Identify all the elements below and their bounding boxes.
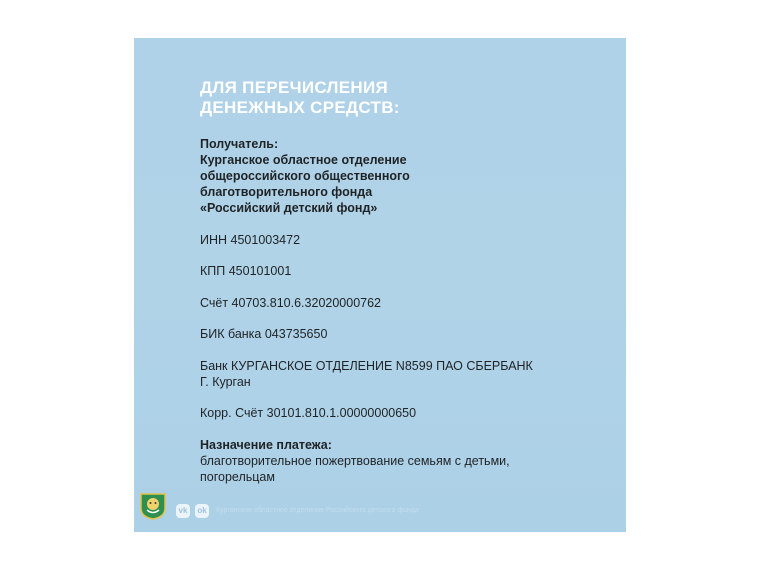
bik-row [200, 326, 610, 342]
corr-account-row [200, 405, 610, 421]
bank-city: Г. Курган [200, 374, 251, 389]
recipient-block [200, 136, 610, 216]
recipient-name-line: общероссийского общественного [200, 169, 410, 183]
account-value: Счёт 40703.810.6.32020000762 [200, 295, 382, 310]
recipient-name-line: «Российский детский фонд» [200, 201, 378, 215]
payment-details [200, 136, 610, 485]
recipient-label: Получатель: [200, 137, 279, 151]
odnoklassniki-icon[interactable]: ok [195, 504, 209, 518]
title-line-1: ДЛЯ ПЕРЕЧИСЛЕНИЯ [200, 78, 389, 97]
fund-logo-icon [138, 490, 168, 520]
page-title [200, 78, 600, 118]
vk-icon[interactable]: vk [176, 504, 190, 518]
bik-value: БИК банка 043735650 [200, 327, 328, 341]
info-card [134, 38, 626, 532]
title-line-2: ДЕНЕЖНЫХ СРЕДСТВ: [200, 98, 400, 117]
kpp-row [200, 263, 610, 279]
inn-row [200, 232, 610, 248]
corr-account-value: Корр. Счёт 30101.810.1.00000000650 [200, 406, 417, 420]
footer-caption: Курганское областное отделение Российского детского фонда [216, 507, 419, 514]
account-row [200, 295, 610, 311]
purpose-line: погорельцам [200, 469, 275, 484]
bank-row [200, 358, 610, 390]
purpose-block [200, 437, 610, 485]
recipient-name-line: Курганское областное отделение [200, 153, 407, 167]
purpose-label: Назначение платежа: [200, 437, 332, 452]
purpose-line: благотворительное пожертвование семьям с детьми, [200, 453, 510, 468]
bank-name: Банк КУРГАНСКОЕ ОТДЕЛЕНИЕ N8599 ПАО СБЕРБАНК [200, 358, 533, 373]
kpp-value: КПП 450101001 [200, 264, 292, 278]
recipient-name-line: благотворительного фонда [200, 185, 373, 199]
inn-value: ИНН 4501003472 [200, 232, 301, 247]
footer [134, 488, 626, 532]
